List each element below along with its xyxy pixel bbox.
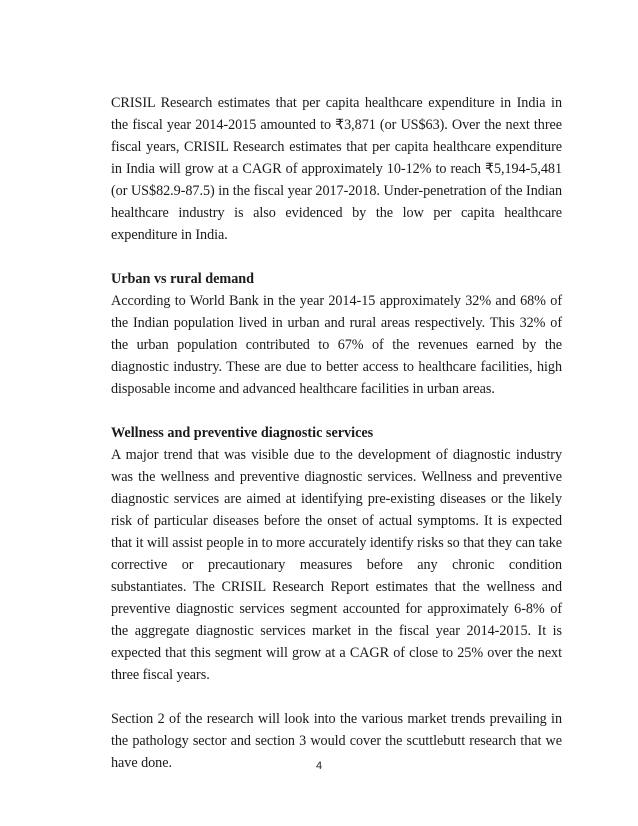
- page-number: 4: [315, 760, 323, 772]
- urban-section: [111, 268, 562, 400]
- urban-heading: Urban vs rural demand: [111, 271, 255, 287]
- urban-paragraph: According to World Bank in the year 2014-15 approximately 32% and 68% of the Indian population lived in urban and rural areas respectively. This 32% of the urban population contributed to 67% of the revenues earned by the diagnostic industry. These are due to better access to healthcare facilities, high disposable income and advanced healthcare facilities in urban areas.: [111, 293, 562, 397]
- intro-paragraph: CRISIL Research estimates that per capita healthcare expenditure in India in the fiscal year 2014-2015 amounted to ₹3,871 (or US$63). Over the next three fiscal years, CRISIL Research estimates that per capita healthcare expenditure in India will grow at a CAGR of approximately 10-12% to reach ₹5,194-5,481 (or US$82.9-87.5) in the fiscal year 2017-2018. Under-penetration of the Indian healthcare industry is also evidenced by the low per capita healthcare expenditure in India.: [111, 95, 562, 243]
- page-content: [111, 92, 562, 774]
- wellness-paragraph: A major trend that was visible due to the development of diagnostic industry was the wellness and preventive diagnostic services. Wellness and preventive diagnostic services are aimed at identifying pre-existing diseases or the likely risk of particular diseases before the onset of actual symptoms. It is expected that it will assist people in to more accurately identify risks so that they can take corrective or precautionary measures before any chronic condition substantiates. The CRISIL Research Report estimates that the wellness and preventive diagnostic services segment accounted for approximately 6-8% of the aggregate diagnostic services market in the fiscal year 2014-2015. It is expected that this segment will grow at a CAGR of close to 25% over the next three fiscal years.: [111, 447, 562, 683]
- wellness-heading: Wellness and preventive diagnostic services: [111, 425, 374, 441]
- closing-paragraph: Section 2 of the research will look into the various market trends prevailing in the pathology sector and section 3 would cover the scuttlebutt research that we have done.: [111, 711, 562, 771]
- wellness-section: [111, 422, 562, 686]
